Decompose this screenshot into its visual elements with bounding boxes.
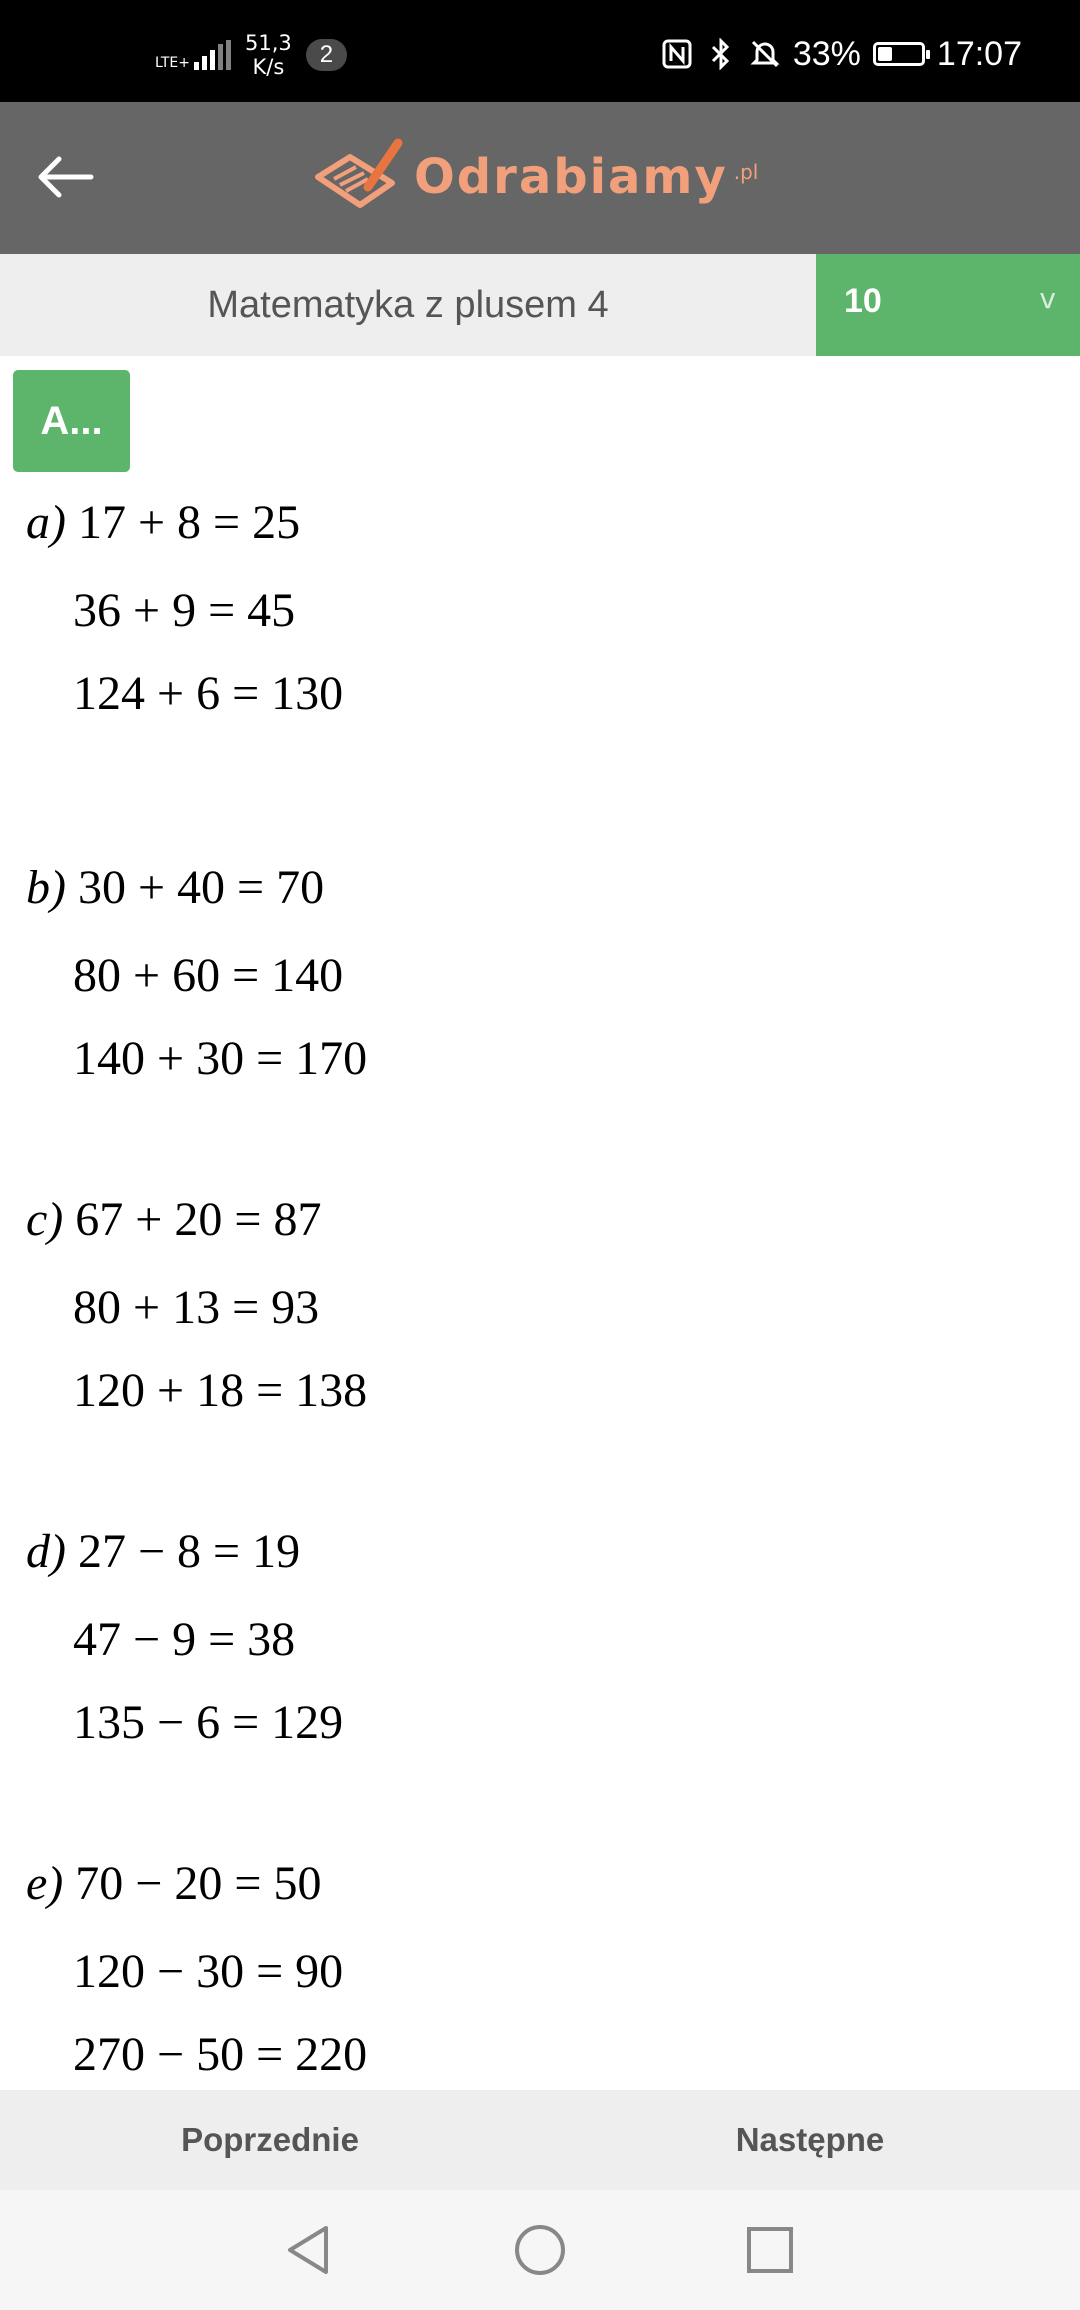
- equation-text: 270 − 50 = 220: [73, 2028, 368, 2081]
- equation-line: [73, 948, 343, 1003]
- subject-bar: [0, 254, 1080, 356]
- equation-text: 47 − 9 = 38: [73, 1613, 296, 1666]
- equation-line: [73, 666, 343, 721]
- equation-line: [73, 583, 295, 638]
- equation-text: 30 + 40 = 70: [77, 861, 325, 914]
- signal-indicator: [155, 40, 231, 70]
- bluetooth-icon: [705, 38, 737, 70]
- status-left: [155, 30, 347, 80]
- status-bar: [0, 0, 1080, 102]
- speed-unit: K/s: [252, 55, 285, 79]
- exercise-label: d): [26, 1525, 66, 1578]
- back-triangle-icon[interactable]: [278, 2220, 338, 2280]
- equation-line: [73, 1280, 319, 1335]
- equation-line: [73, 1363, 367, 1418]
- network-type: LTE+: [155, 55, 190, 71]
- equation-line: [73, 1031, 367, 1086]
- signal-bars-icon: [194, 40, 231, 70]
- equation-text: 120 + 18 = 138: [73, 1364, 368, 1417]
- clock: 17:07: [936, 34, 1022, 73]
- next-button[interactable]: Następne: [735, 2121, 885, 2158]
- previous-button[interactable]: Poprzednie: [181, 2121, 359, 2158]
- equation-text: 135 − 6 = 129: [73, 1696, 344, 1749]
- chevron-down-icon: v: [1039, 282, 1056, 315]
- logo-text: Odrabiamy: [414, 149, 728, 205]
- logo-suffix: .pl: [733, 160, 759, 184]
- page-selector[interactable]: [816, 254, 1080, 356]
- equation-text: 36 + 9 = 45: [73, 584, 296, 637]
- status-right: [661, 34, 1022, 74]
- task-selector-button[interactable]: A...: [13, 370, 130, 472]
- muted-bell-icon: [749, 38, 781, 70]
- equation-text: 80 + 13 = 93: [73, 1281, 320, 1334]
- equation-line: [73, 1695, 343, 1750]
- equation-text: 124 + 6 = 130: [73, 667, 344, 720]
- equation-text: 70 − 20 = 50: [75, 1857, 322, 1910]
- equation-line: [26, 1524, 300, 1579]
- equation-line: [26, 495, 300, 550]
- arrow-left-icon: [35, 155, 95, 199]
- nfc-icon: [661, 38, 693, 70]
- notification-count-badge: 2: [306, 39, 347, 71]
- home-circle-icon[interactable]: [510, 2220, 570, 2280]
- equation-line: [26, 1192, 321, 1247]
- exercise-label: a): [26, 496, 66, 549]
- equation-line: [26, 860, 324, 915]
- exercise-label: b): [26, 861, 66, 914]
- exercise-label: c): [26, 1193, 64, 1246]
- equation-text: 80 + 60 = 140: [73, 949, 344, 1002]
- logo[interactable]: [312, 132, 758, 222]
- exercise-label: e): [26, 1857, 64, 1910]
- equation-text: 67 + 20 = 87: [75, 1193, 322, 1246]
- solution-content: [0, 480, 1080, 2090]
- equation-text: 17 + 8 = 25: [77, 496, 301, 549]
- equation-line: [73, 2027, 367, 2082]
- equation-text: 27 − 8 = 19: [77, 1525, 301, 1578]
- back-button[interactable]: [30, 142, 100, 212]
- system-navigation-bar: [0, 2190, 1080, 2310]
- equation-line: [73, 1944, 343, 1999]
- speed-value: 51,3: [245, 31, 292, 55]
- equation-text: 140 + 30 = 170: [73, 1032, 368, 1085]
- recents-square-icon[interactable]: [740, 2220, 800, 2280]
- equation-text: 120 − 30 = 90: [73, 1945, 344, 1998]
- battery-icon: [873, 42, 925, 66]
- equation-line: [26, 1856, 321, 1911]
- notebook-pencil-icon: [312, 137, 408, 217]
- battery-percent: 33%: [792, 34, 861, 73]
- page-number: 10: [844, 282, 882, 320]
- equation-line: [73, 1612, 295, 1667]
- app-header: [0, 102, 1080, 254]
- book-title[interactable]: Matematyka z plusem 4: [207, 283, 609, 326]
- battery-fill: [878, 47, 892, 61]
- network-speed: [245, 31, 292, 79]
- bottom-navigation: [0, 2090, 1080, 2190]
